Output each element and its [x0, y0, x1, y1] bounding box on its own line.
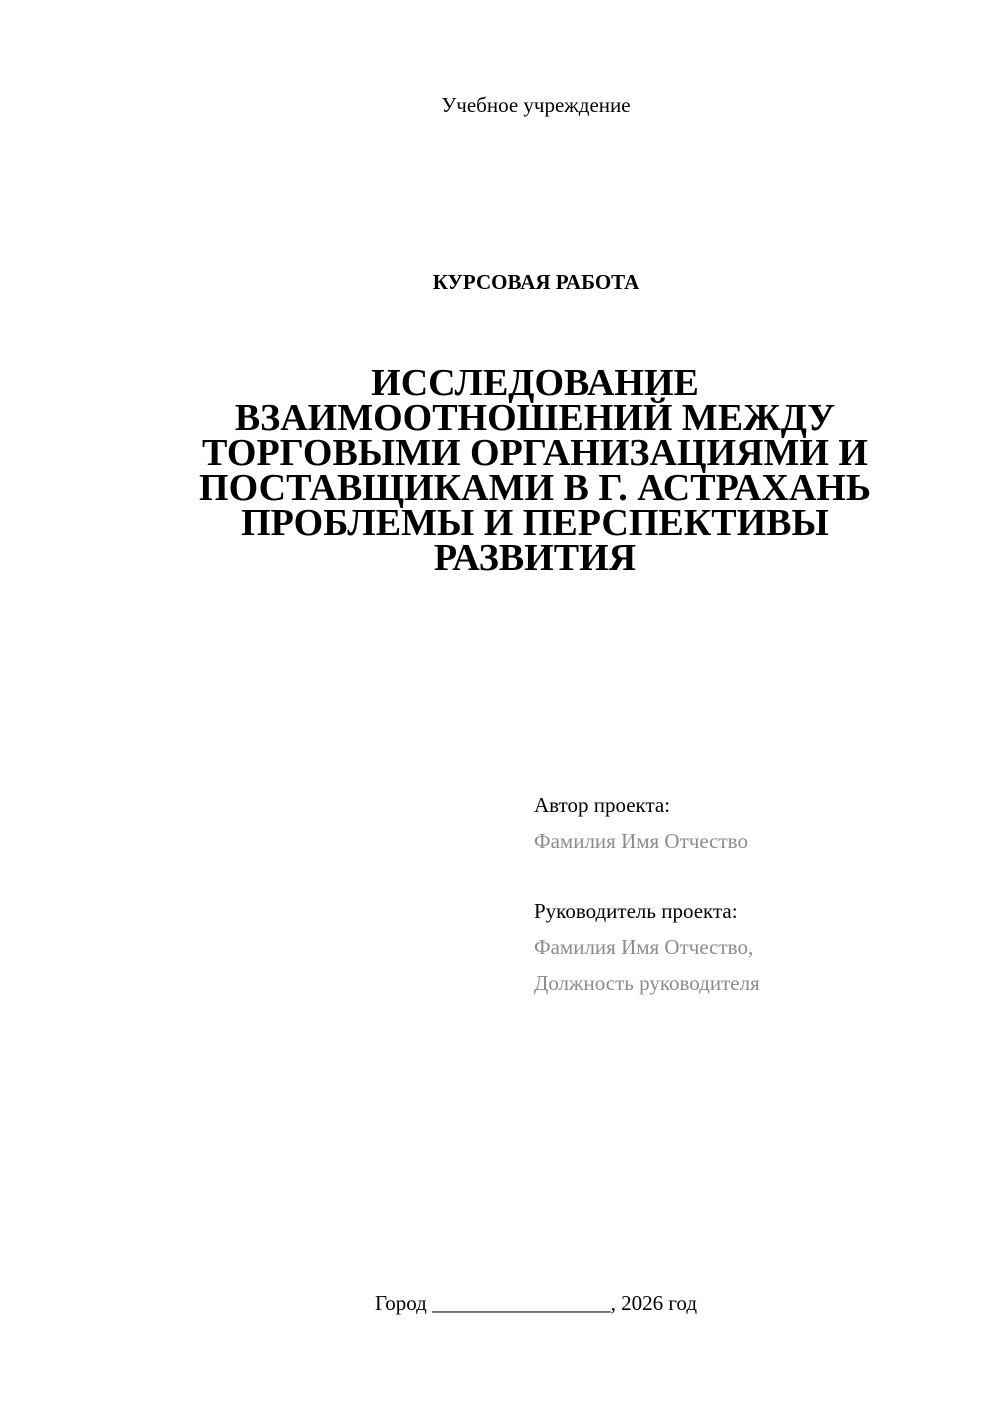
author-name: Фамилия Имя Отчество — [534, 829, 748, 853]
document-title — [170, 362, 900, 579]
title-line: ПОСТАВЩИКАМИ В Г. АСТРАХАНЬ — [199, 467, 871, 509]
title-line: РАЗВИТИЯ — [433, 537, 637, 579]
city-year-line: Город _________________, 2026 год — [374, 1291, 698, 1315]
supervisor-block — [534, 893, 974, 1001]
title-line: ТОРГОВЫМИ ОРГАНИЗАЦИЯМИ И — [202, 432, 868, 474]
document-type: КУРСОВАЯ РАБОТА — [432, 270, 640, 294]
title-line: ВЗАИМООТНОШЕНИЙ МЕЖДУ — [234, 397, 836, 439]
supervisor-position: Должность руководителя — [534, 971, 760, 995]
supervisor-name: Фамилия Имя Отчество, — [534, 935, 754, 959]
institution-name: Учебное учреждение — [441, 93, 631, 117]
title-line: ИССЛЕДОВАНИЕ — [371, 362, 699, 404]
supervisor-label: Руководитель проекта: — [534, 899, 738, 923]
author-label: Автор проекта: — [534, 793, 671, 817]
author-block — [534, 787, 974, 859]
title-line: ПРОБЛЕМЫ И ПЕРСПЕКТИВЫ — [241, 502, 829, 544]
